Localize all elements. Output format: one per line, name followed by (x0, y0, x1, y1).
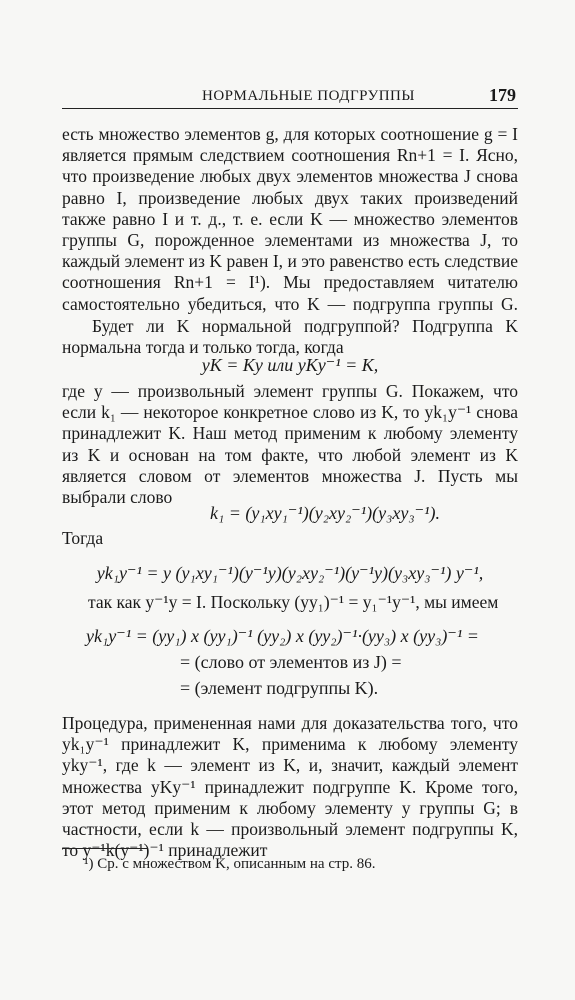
equation-4c: = (элемент подгруппы K). (180, 678, 379, 698)
paragraph-4: Тогда (62, 528, 104, 548)
equation-4a: yk₁y⁻¹ = (yy₁) x (yy₁)⁻¹ (yy₂) x (yy₂)⁻¹·(yy₃) x (yy₃)⁻¹ = (86, 626, 479, 646)
running-head: НОРМАЛЬНЫЕ ПОДГРУППЫ (202, 88, 415, 104)
footnote: ¹) Ср. с множеством K, описанным на стр. 86. (84, 856, 376, 872)
paragraph-2: Будет ли K нормальной подгруппой? Подгруппа K нормальна тогда и только тогда, когда (62, 316, 518, 358)
equation-3: yk₁y⁻¹ = y (y₁xy₁⁻¹)(y⁻¹y)(y₂xy₂⁻¹)(y⁻¹y)(y₃xy₃⁻¹) y⁻¹, (96, 563, 484, 583)
paragraph-1: есть множество элементов g, для которых соотношение g = I является прямым следствием соотношения Rn+1 = I. Ясно, что произведение любых двух элементов множества J снова равно I, произведение любых двух таких произведений также равно I и т. д., т. е. если K — множество элементов группы G, порожденное элементами из множества J, то каждый элемент из K равен I, и это равенство есть следствие соотношения Rn+1 = I¹). Мы предоставляем читателю самостоятельно убедиться, что K — подгруппа группы G. (62, 124, 518, 314)
paragraph-6: Процедура, примененная нами для доказательства того, что yk₁y⁻¹ принадлежит K, применима к любому элементу yky⁻¹, где k — элемент из K, и, значит, каждый элемент множества yKy⁻¹ принадлежит подгруппе K. Кроме того, этот метод применим к любому элементу y группы G; в частности, если k — произвольный элемент подгруппы K, то y⁻¹k(y⁻¹)⁻¹ принадлежит (62, 713, 518, 861)
equation-2: k₁ = (y₁xy₁⁻¹)(y₂xy₂⁻¹)(y₃xy₃⁻¹). (209, 503, 440, 523)
paragraph-3: где y — произвольный элемент группы G. Покажем, что если k₁ — некоторое конкретное слово из K, то yk₁y⁻¹ снова принадлежит K. Наш метод применим к любому элементу из K и основан на том факте, что любой элемент из K является словом от элементов множества J. Пусть мы выбрали слово (62, 381, 518, 508)
paragraph-5: так как y⁻¹y = I. Поскольку (yy₁)⁻¹ = y₁⁻¹y⁻¹, мы имеем (88, 592, 499, 612)
equation-1: yK = Ky или yKy⁻¹ = K, (201, 355, 379, 375)
footnote-divider (62, 848, 148, 849)
equation-4b: = (слово от элементов из J) = (180, 652, 402, 672)
page-header (62, 86, 518, 109)
page-number: 179 (489, 85, 516, 105)
